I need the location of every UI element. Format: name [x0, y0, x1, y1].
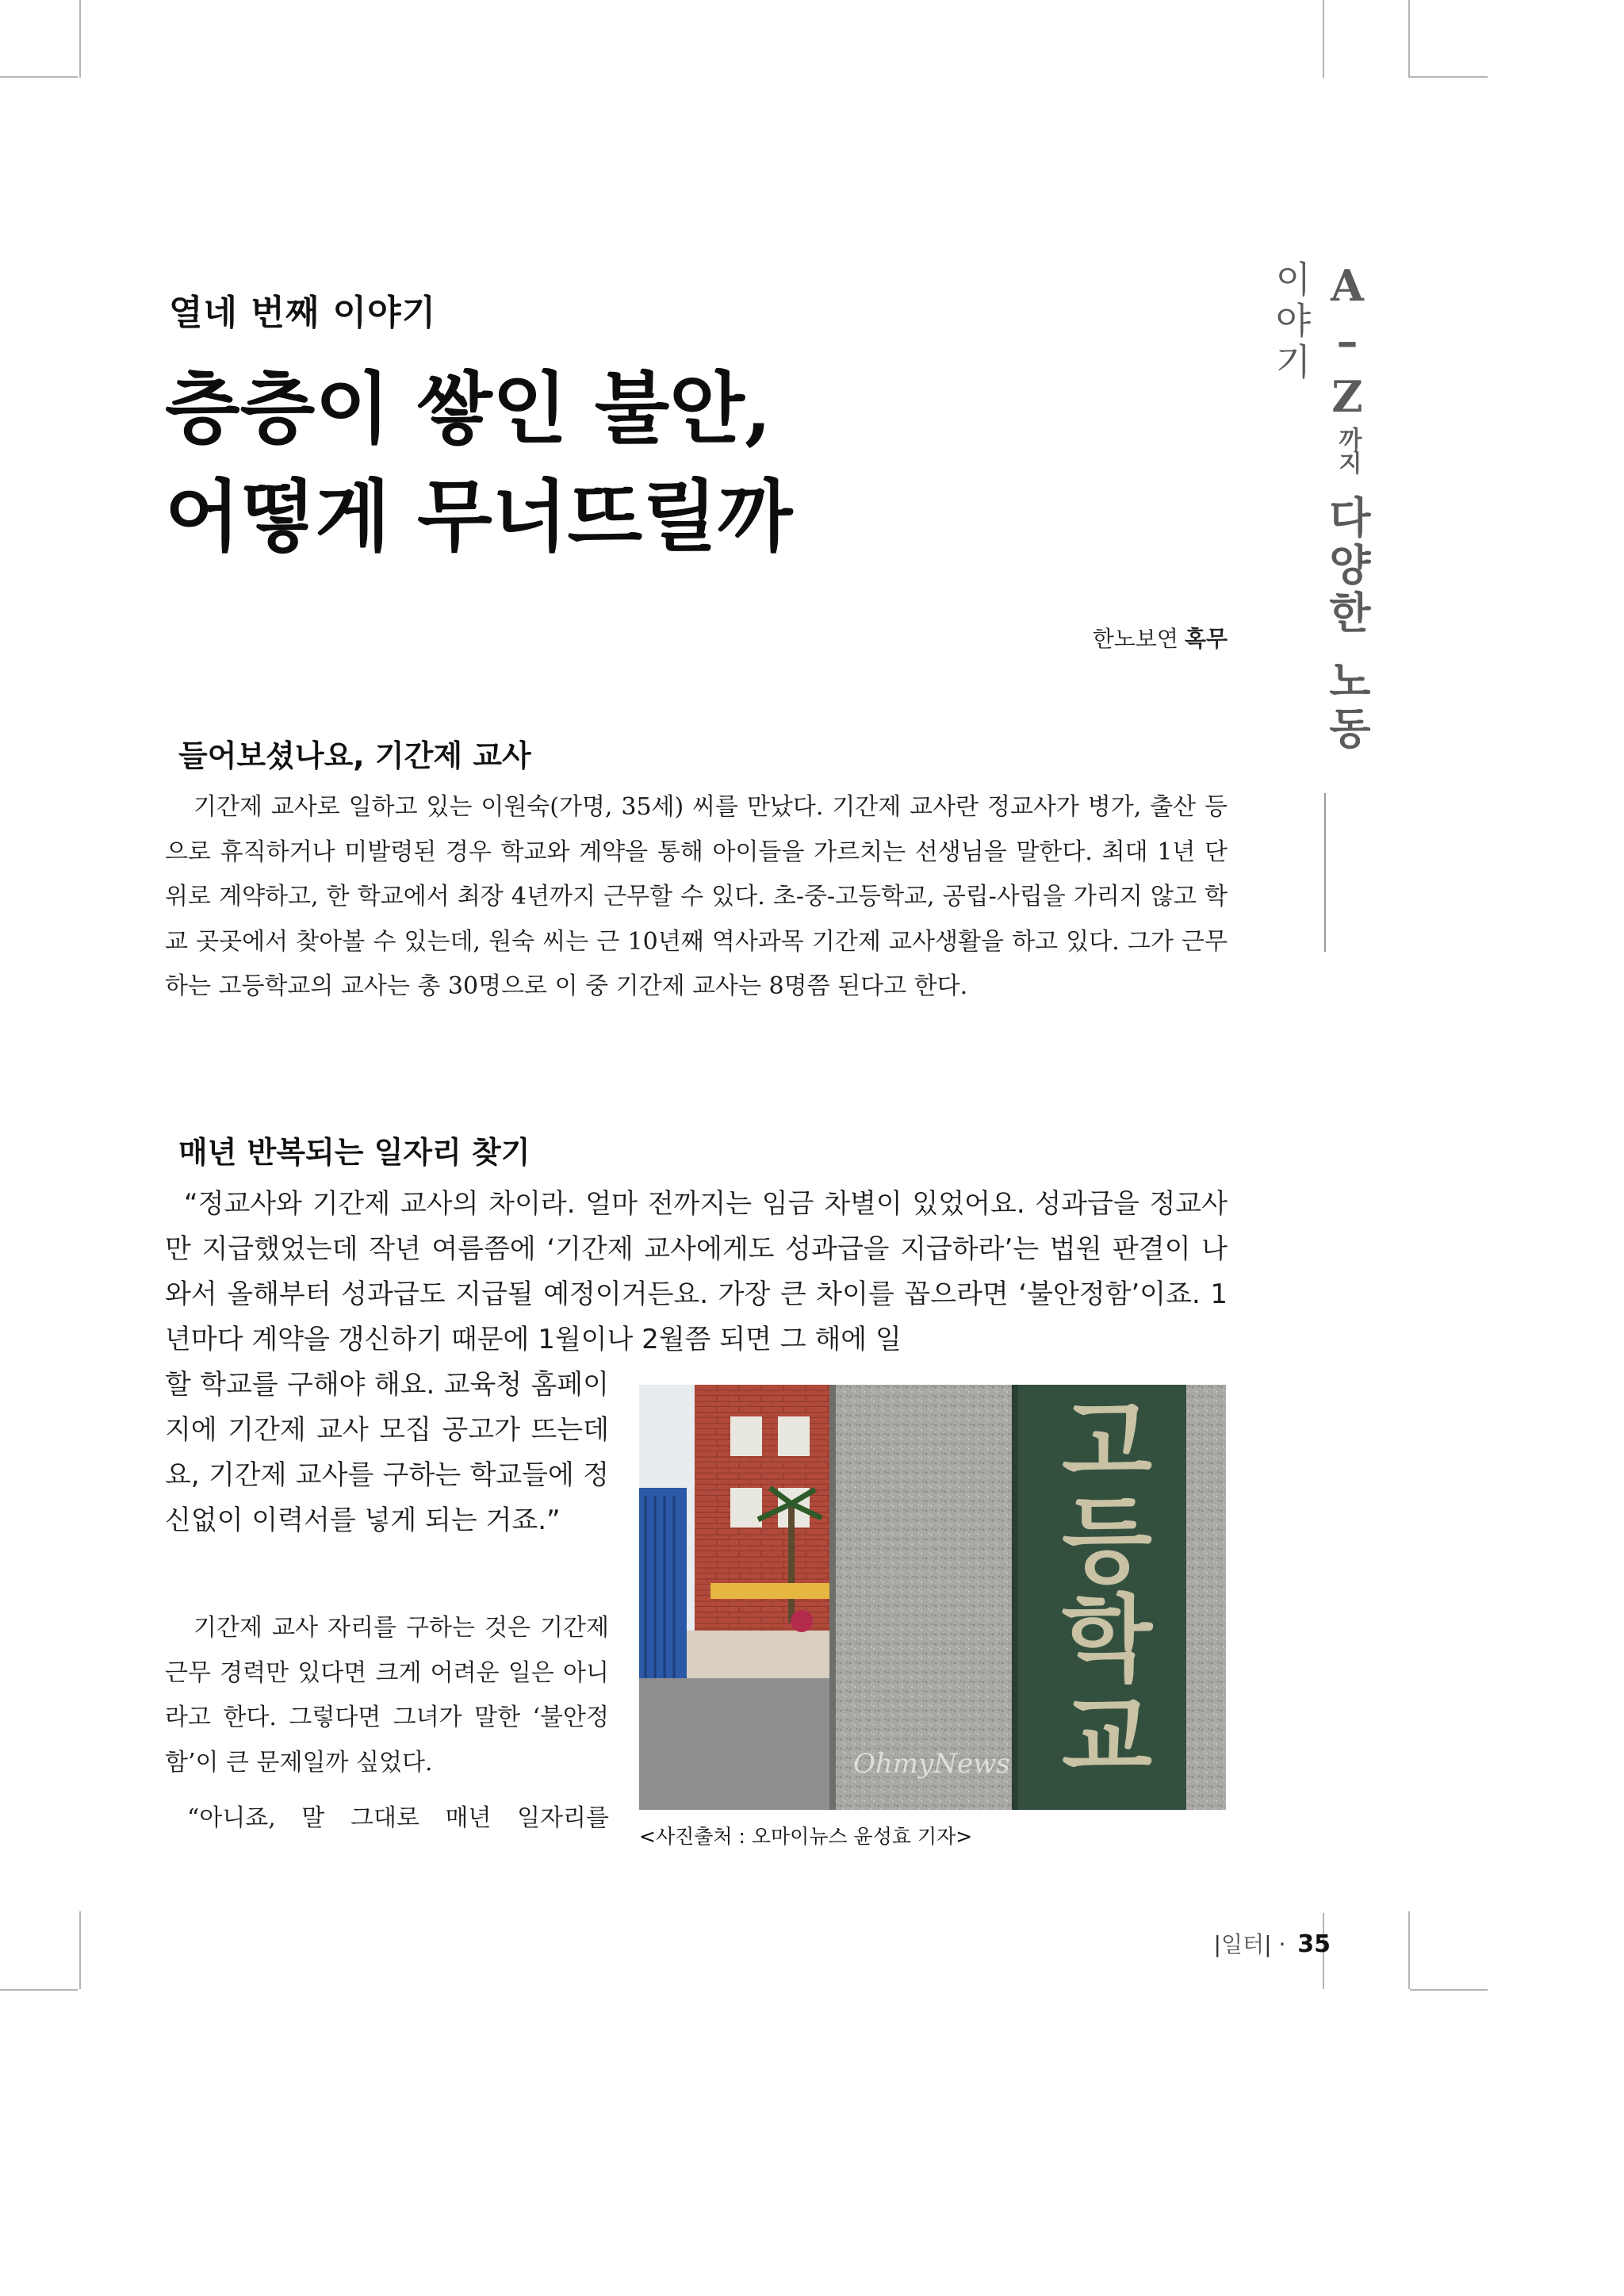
series-side-title	[1270, 260, 1378, 784]
section2-paragraph-2: 기간제 교사 자리를 구하는 것은 기간제 근무 경력만 있다면 크게 어려운 일은 아니라고 한다. 그렇다면 그녀가 말한 ‘불안정함’이 큰 문제일까 싶었다.	[165, 1614, 609, 1777]
footer-bar-left: |	[1213, 1931, 1221, 1957]
side-dash: –	[1322, 316, 1373, 371]
section2-quote-continued: 할 학교를 구해야 해요. 교육청 홈페이지에 기간제 교사 모집 공고가 뜨는데요, 기간제 교사를 구하는 학교들에 정신없이 이력서를 넣게 되는 거죠.”	[165, 1369, 609, 1536]
section2-paragraph-3: “아니죠, 말 그대로 매년 일자리를	[187, 1804, 609, 1832]
section-heading-1: 들어보셨나요, 기간제 교사	[178, 738, 531, 773]
footer-magazine-name: 일터	[1220, 1931, 1265, 1957]
section2-quote: “정교사와 기간제 교사의 차이라. 얼마 전까지는 임금 차별이 있었어요. 성과급을 정교사만 지급했었는데 작년 여름쯤에 ‘기간제 교사에게도 성과급을 지급하라’는 법원 판결이 나와서 올해부터 성과급도 지급될 예정이거든요. 가장 큰 차이를 꼽으라면 ‘불안정함’이죠. 1년마다 계약을 갱신하기 때문에 1월이나 2월쯤 되면 그 해에 일	[165, 1188, 1228, 1355]
side-kkaji: 까지	[1334, 427, 1362, 474]
photo-watermark: OhmyNews	[853, 1748, 1010, 1780]
crop-mark	[1408, 1911, 1410, 1989]
crop-mark	[79, 0, 81, 78]
byline-org: 한노보연	[1092, 626, 1178, 652]
side-iyagi: 이야기	[1270, 260, 1312, 384]
footer-bar-right: |	[1264, 1931, 1272, 1957]
side-nodong: 노동	[1322, 658, 1373, 753]
section1-body: 기간제 교사로 일하고 있는 이원숙(가명, 35세) 씨를 만났다. 기간제 교사란 정교사가 병가, 출산 등으로 휴직하거나 미발령된 경우 학교와 계약을 통해 아이들을 가르치는 선생님을 말한다. 최대 1년 단위로 계약하고, 한 학교에서 최장 4년까지 근무할 수 있다. 초-중-고등학교, 공립-사립을 가리지 않고 학교 곳곳에서 찾아볼 수 있는데, 원숙 씨는 근 10년째 역사과목 기간제 교사생활을 하고 있다. 그가 근무하는 고등학교의 교사는 총 30명으로 이 중 기간제 교사는 8명쯤 된다고 한다.	[165, 793, 1228, 1000]
photo-caption: <사진출처 : 오마이뉴스 윤성효 기자>	[639, 1825, 973, 1848]
side-a: A	[1322, 260, 1373, 316]
side-rule	[1324, 793, 1326, 952]
sign-text: 고등학교	[1044, 1393, 1155, 1786]
page-footer	[1214, 1927, 1331, 1959]
page-number: 35	[1297, 1930, 1331, 1958]
crop-mark	[0, 1989, 78, 1991]
series-episode-label: 열네 번째 이야기	[169, 293, 437, 333]
byline	[1093, 622, 1228, 654]
crop-mark	[1323, 0, 1324, 78]
page-title	[165, 355, 1235, 571]
byline-role: 혹무	[1184, 626, 1228, 652]
side-dayanghan: 다양한	[1322, 495, 1373, 638]
crop-mark	[1410, 76, 1488, 78]
crop-mark	[0, 76, 78, 78]
title-line-2: 어떻게 무너뜨릴까	[165, 471, 793, 562]
school-sign-photo	[639, 1385, 1226, 1810]
footer-separator: ·	[1278, 1931, 1286, 1957]
title-line-1: 층층이 쌓인 불안,	[165, 363, 772, 454]
crop-mark	[1408, 0, 1410, 78]
section-heading-2: 매년 반복되는 일자리 찾기	[178, 1135, 530, 1170]
crop-mark	[1410, 1989, 1488, 1991]
crop-mark	[79, 1911, 81, 1989]
side-z: Z	[1322, 371, 1373, 427]
